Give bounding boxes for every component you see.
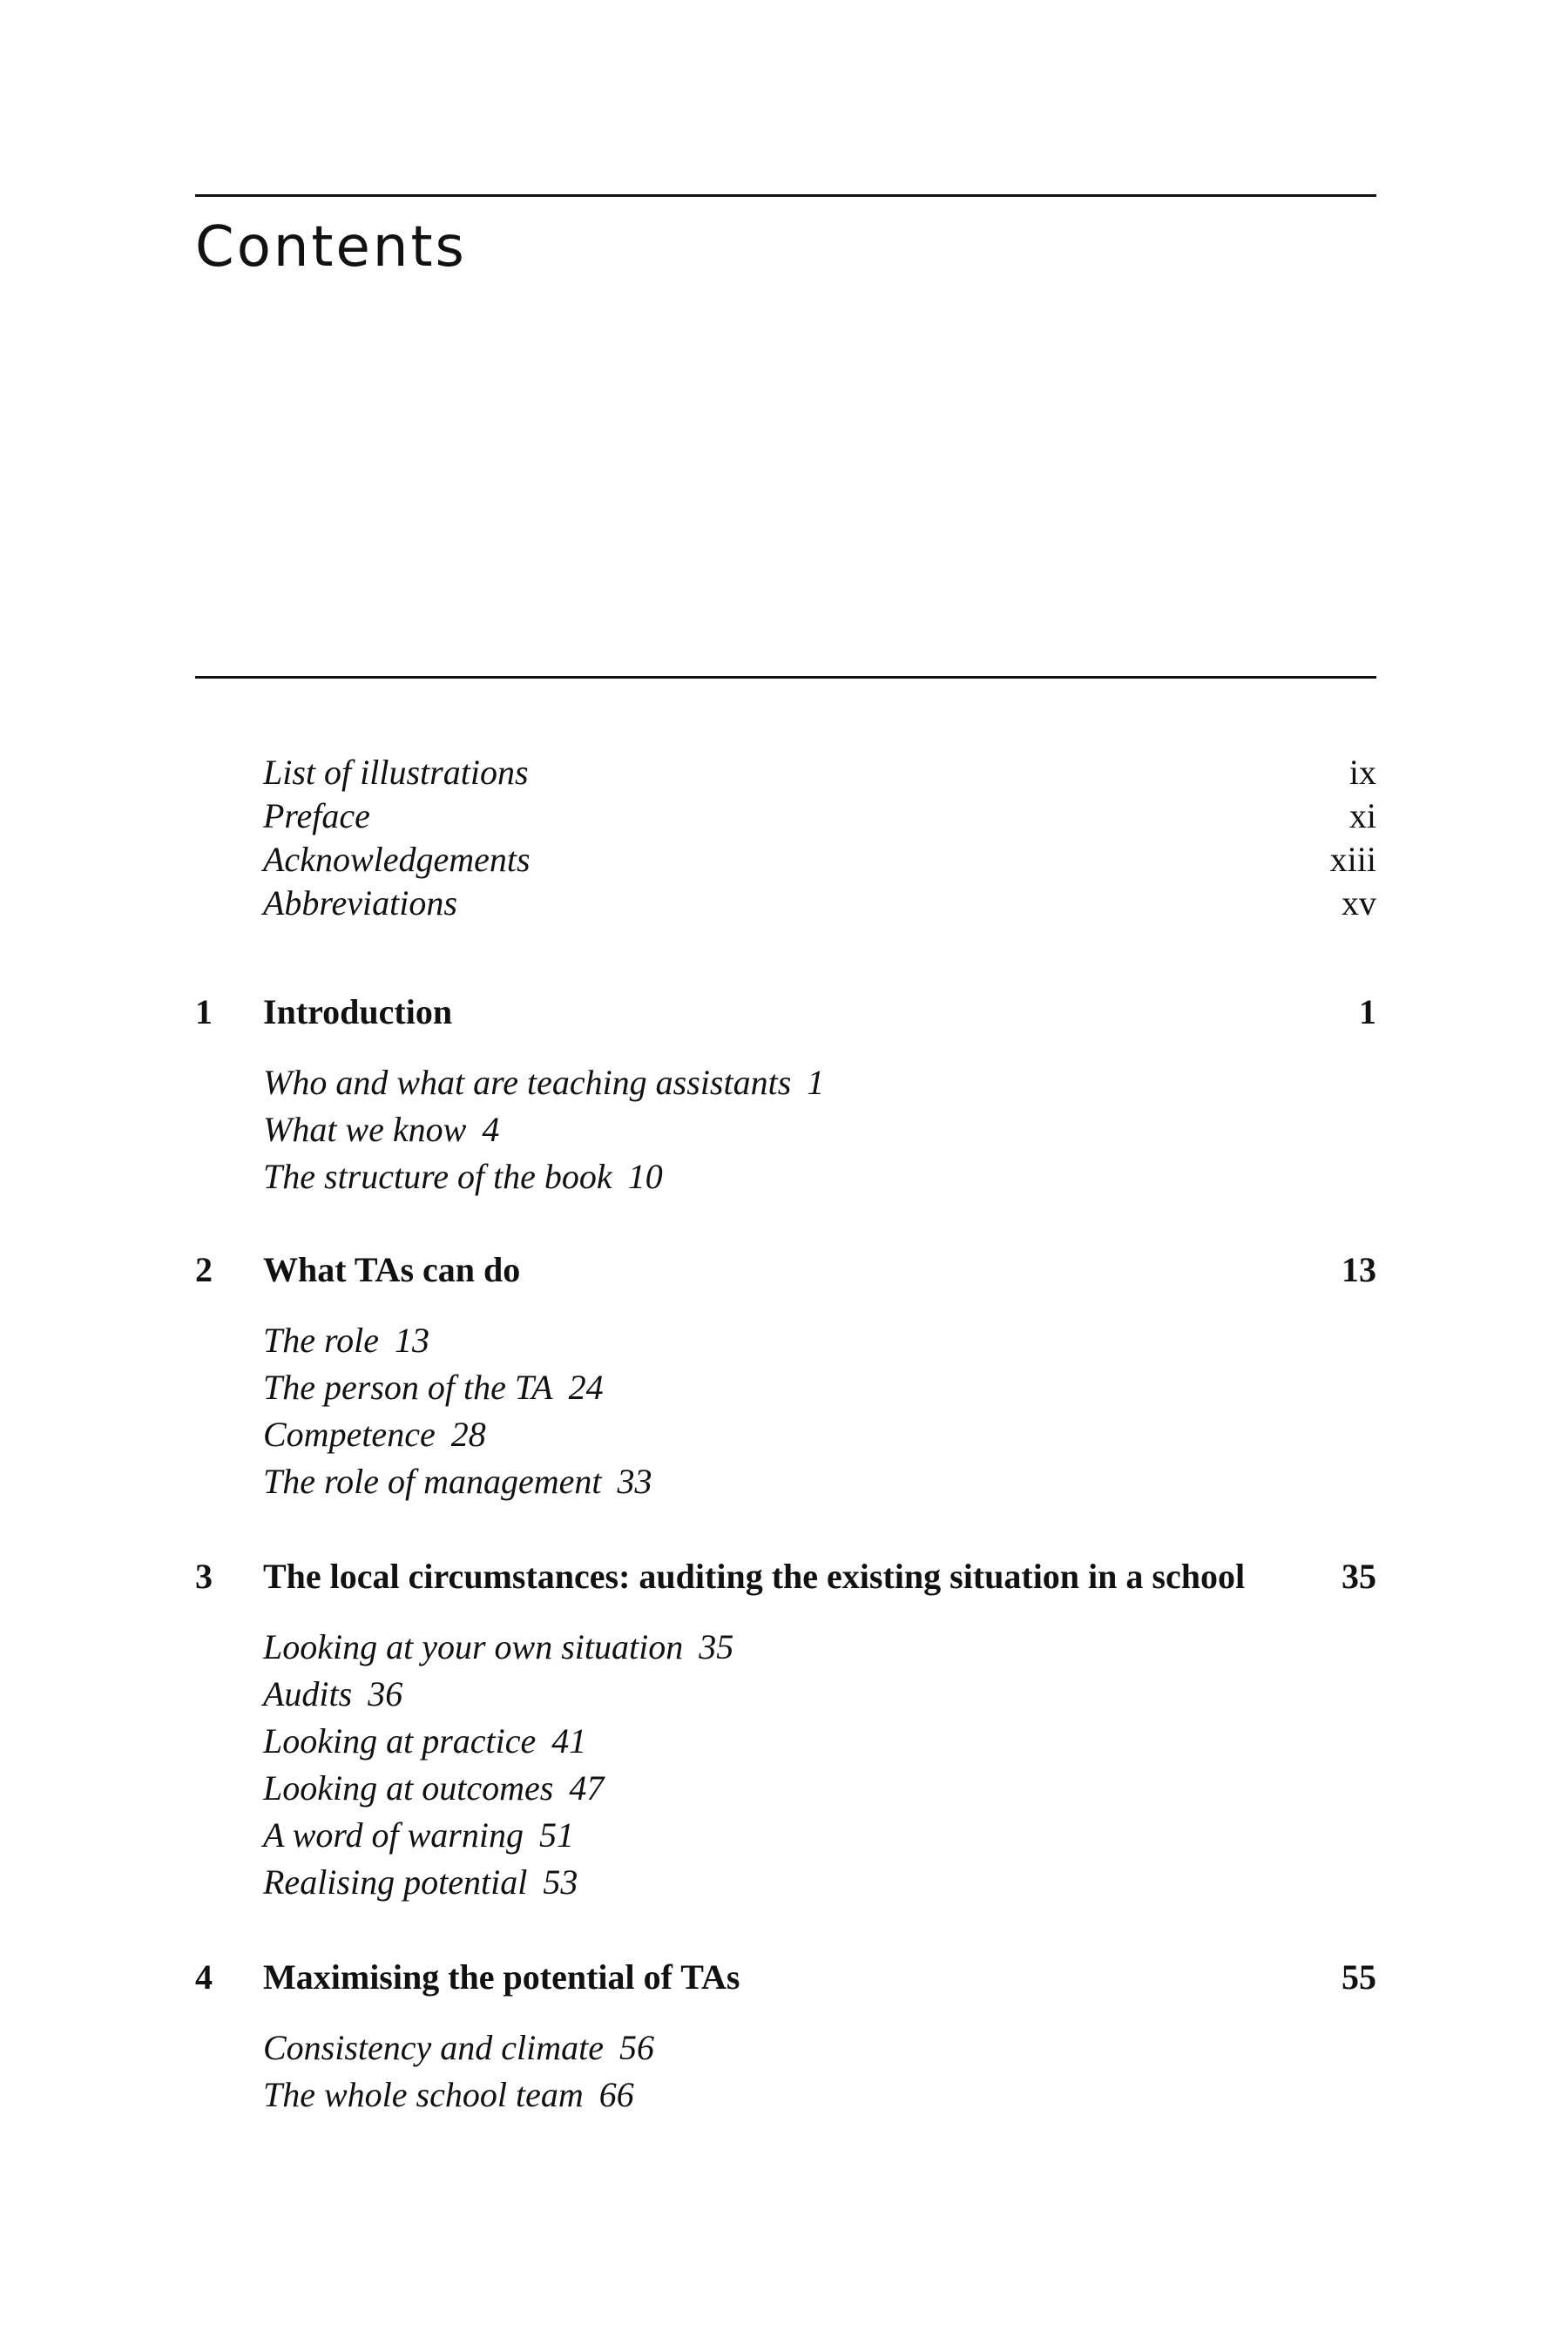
chapter-page: 1 [1359,992,1376,1031]
chapter-page: 13 [1342,1250,1376,1289]
section-title: Consistency and climate [263,2028,605,2067]
section-title: The role [263,1321,379,1360]
front-matter-list [195,751,1376,925]
chapter-2 [195,1247,1376,1505]
section-title: The person of the TA [263,1368,553,1407]
section-list [195,1317,1376,1505]
section-item [195,1765,1376,1812]
section-item [195,1411,1376,1458]
section-list [195,2024,1376,2119]
front-matter-page: xiii [1329,840,1376,879]
chapter-1 [195,990,1376,1200]
section-list [195,1624,1376,1906]
section-item [195,1671,1376,1718]
chapter-heading [195,990,1376,1035]
front-matter-item [195,794,1376,838]
section-item [195,1106,1376,1153]
section-page: 4 [482,1110,500,1149]
front-matter-item [195,882,1376,925]
chapter-page: 35 [1342,1557,1376,1596]
section-page: 53 [543,1862,578,1902]
section-page: 51 [538,1815,574,1855]
section-title: Looking at practice [263,1721,537,1761]
top-rule [195,194,1376,197]
front-matter-page: xv [1342,883,1376,923]
front-matter-item [195,751,1376,794]
section-item [195,2024,1376,2072]
section-title: Audits [263,1674,353,1713]
section-page: 41 [551,1721,587,1761]
section-item [195,1458,1376,1505]
section-list [195,1059,1376,1200]
chapter-number: 3 [195,1557,213,1596]
section-title: Looking at outcomes [263,1768,554,1808]
front-matter-label: Preface [263,796,370,835]
section-page: 66 [598,2075,634,2114]
front-matter-page: xi [1348,796,1376,835]
section-title: The structure of the book [263,1157,612,1196]
section-item [195,2072,1376,2119]
section-rule [195,676,1376,679]
chapter-page: 55 [1342,1957,1376,1997]
section-title: A word of warning [263,1815,524,1855]
section-page: 10 [627,1157,663,1196]
chapter-4 [195,1955,1376,2119]
section-page: 1 [807,1063,825,1102]
section-page: 36 [368,1674,403,1713]
chapter-heading [195,1247,1376,1293]
section-item [195,1153,1376,1200]
page-title: Contents [195,215,467,280]
section-item [195,1059,1376,1106]
front-matter-page: ix [1348,753,1376,792]
chapter-heading [195,1554,1376,1599]
section-title: Looking at your own situation [263,1627,684,1666]
section-title: The whole school team [263,2075,584,2114]
section-page: 35 [699,1627,734,1666]
chapter-title: Introduction [263,992,453,1031]
section-item [195,1364,1376,1411]
chapter-number: 1 [195,992,213,1031]
section-item [195,1859,1376,1906]
section-item [195,1718,1376,1765]
chapter-3 [195,1554,1376,1906]
section-item [195,1812,1376,1859]
front-matter-label: Acknowledgements [263,840,531,879]
chapter-number: 2 [195,1250,213,1289]
front-matter-label: List of illustrations [263,753,529,792]
section-item [195,1624,1376,1671]
section-title: Competence [263,1415,436,1454]
front-matter-label: Abbreviations [263,883,457,923]
section-page: 47 [569,1768,605,1808]
section-title: The role of management [263,1462,602,1501]
section-page: 56 [619,2028,655,2067]
chapter-title: Maximising the potential of TAs [263,1957,740,1997]
chapter-heading [195,1955,1376,2000]
chapter-number: 4 [195,1957,213,1997]
section-title: Who and what are teaching assistants [263,1063,792,1102]
front-matter-item [195,838,1376,882]
chapter-title: What TAs can do [263,1250,521,1289]
section-item [195,1317,1376,1364]
section-page: 33 [617,1462,652,1501]
section-page: 28 [450,1415,486,1454]
section-title: What we know [263,1110,467,1149]
chapter-title: The local circumstances: auditing the existing situation in a school [263,1557,1246,1596]
section-page: 24 [568,1368,604,1407]
section-title: Realising potential [263,1862,528,1902]
section-page: 13 [394,1321,429,1360]
